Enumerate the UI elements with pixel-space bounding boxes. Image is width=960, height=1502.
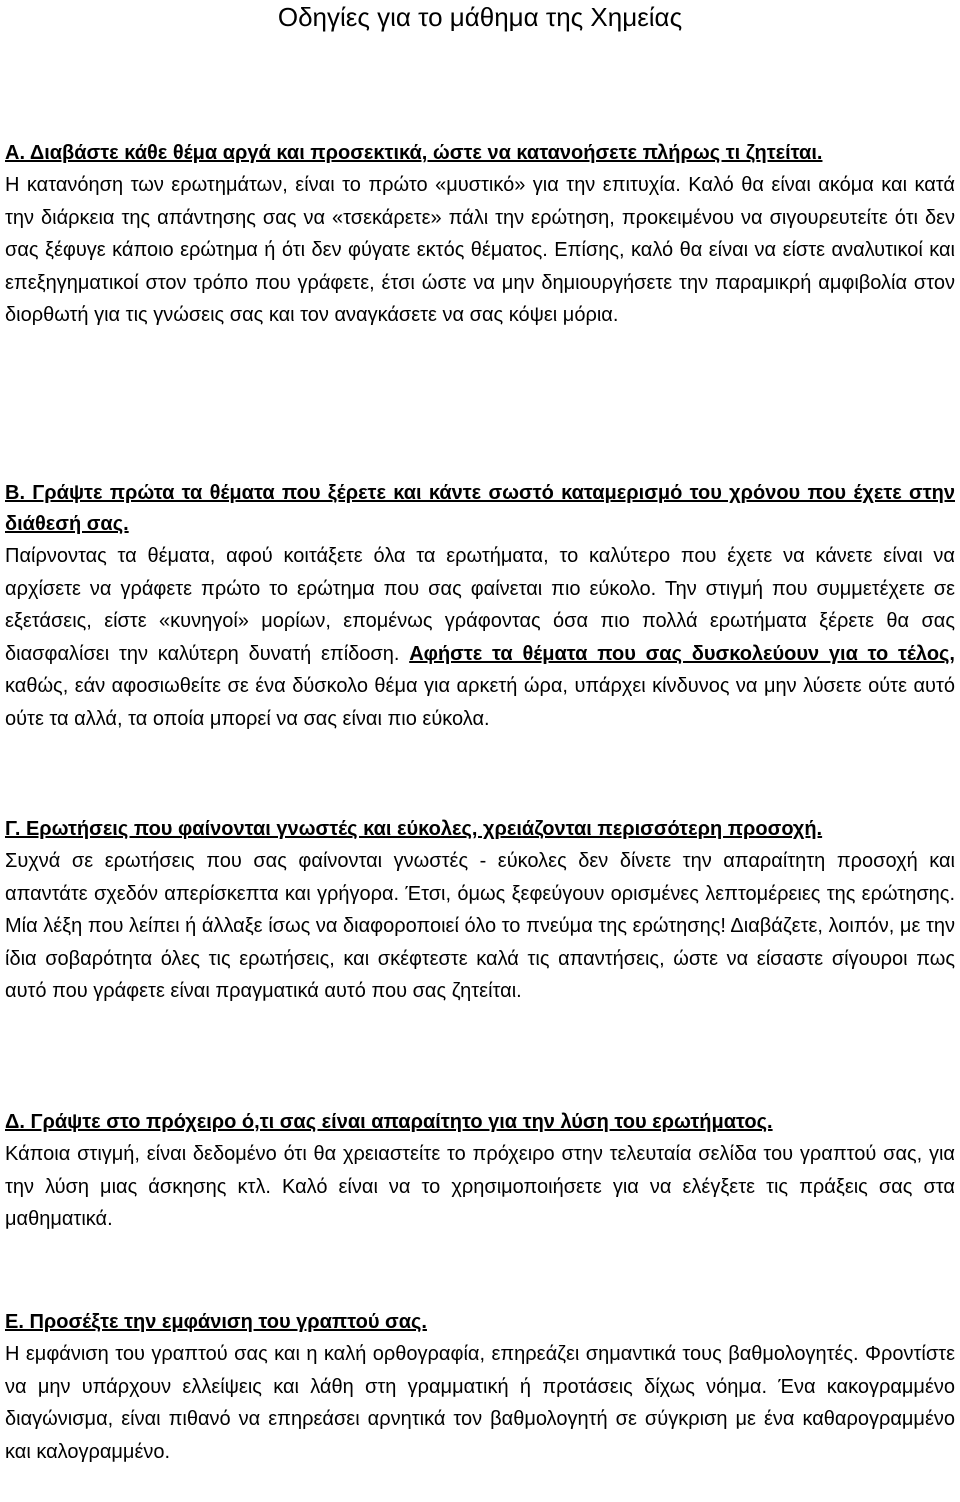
section-d-heading: Δ. Γράψτε στο πρόχειρο ό,τι σας είναι απαραίτητο για την λύση του ερωτήματος.: [5, 1111, 773, 1133]
section-a-heading: Α. Διαβάστε κάθε θέμα αργά και προσεκτικά, ώστε να κατανοήσετε πλήρως τι ζητείται.: [5, 142, 823, 164]
section-b-body-emphasis: Αφήστε τα θέματα που σας δυσκολεύουν για το τέλος,: [409, 642, 955, 665]
section-b-body-part2: καθώς, εάν αφοσιωθείτε σε ένα δύσκολο θέμα για αρκετή ώρα, υπάρχει κίνδυνος να μην λύσετε ούτε αυτό ούτε τα αλλά, τα οποία μπορεί να σας είναι πιο εύκολα.: [5, 675, 955, 730]
section-a: [5, 138, 955, 332]
section-e-body: Η εμφάνιση του γραπτού σας και η καλή ορθογραφία, επηρεάζει σημαντικά τους βαθμολογητές. Φροντίστε να μην υπάρχουν ελλείψεις και λάθη στη γραμματική ή προτάσεις δίχως νόημα. Ένα κακογραμμένο διαγώνισμα, είναι πιθανό να επηρεάσει αρνητικά τον βαθμολογητή σε σύγκριση με ένα καθαρογραμμένο και καλογραμμένο.: [5, 1343, 955, 1463]
section-b: [5, 478, 955, 736]
section-b-body-part1: Παίρνοντας τα θέματα, αφού κοιτάξετε όλα τα ερωτήματα, το καλύτερο που έχετε να κάνετε είναι να αρχίσετε να γράφετε πρώτο το ερώτημα που σας φαίνεται πιο εύκολο. Την στιγμή που συμμετέχετε σε εξετάσεις, είστε «κυνηγοί» μορίων, επομένως γράφοντας όσα πιο πολλά ερωτήματα ξέρετε θα σας διασφαλίσει την καλύτερη δυνατή επίδοση.: [5, 545, 955, 665]
section-d-body: Κάποια στιγμή, είναι δεδομένο ότι θα χρειαστείτε το πρόχειρο στην τελευταία σελίδα του γραπτού σας, για την λύση μιας άσκησης κτλ. Καλό είναι να το χρησιμοποιήσετε για να ελέγξετε τις πράξεις σας στα μαθηματικά.: [5, 1143, 955, 1231]
section-b-heading: Β. Γράψτε πρώτα τα θέματα που ξέρετε και κάντε σωστό καταμερισμό του χρόνου που έχετε στην διάθεσή σας.: [5, 482, 955, 535]
section-b-body: [5, 540, 955, 736]
section-e: [5, 1307, 955, 1468]
section-e-heading: Ε. Προσέξτε την εμφάνιση του γραπτού σας.: [5, 1311, 427, 1333]
section-c-body: Συχνά σε ερωτήσεις που σας φαίνονται γνωστές - εύκολες δεν δίνετε την απαραίτητη προσοχή και απαντάτε σχεδόν απερίσκεπτα και γρήγορα. Έτσι, όμως ξεφεύγουν ορισμένες λεπτομέρειες της ερώτησης. Μία λέξη που λείπει ή άλλαξε ίσως να διαφοροποιεί όλο το πνεύμα της ερώτησης! Διαβάζετε, λοιπόν, με την ίδια σοβαρότητα όλες τις ερωτήσεις, και σκέφτεστε καλά τις απαντήσεις, ώστε να είσαστε σίγουροι πως αυτό που γράφετε είναι πραγματικά αυτό που σας ζητείται.: [5, 850, 955, 1003]
section-a-body: Η κατανόηση των ερωτημάτων, είναι το πρώτο «μυστικό» για την επιτυχία. Καλό θα είναι ακόμα και κατά την διάρκεια της απάντησης σας να «τσεκάρετε» πάλι την ερώτηση, προκειμένου να σιγουρευτείτε ότι δεν σας ξέφυγε κάποιο ερώτημα ή ότι δεν φύγατε εκτός θέματος. Επίσης, καλό θα είναι να είστε αναλυτικοί και επεξηγηματικοί στον τρόπο που γράφετε, έτσι ώστε να μην δημιουργήσετε την παραμικρή αμφιβολία στον διορθωτή για τις γνώσεις σας και τον αναγκάσετε να σας κόψει μόρια.: [5, 174, 955, 327]
section-c-heading: Γ. Ερωτήσεις που φαίνονται γνωστές και εύκολες, χρειάζονται περισσότερη προσοχή.: [5, 818, 823, 840]
document-page: [5, 0, 955, 1463]
section-c: [5, 814, 955, 1008]
section-d: [5, 1107, 955, 1236]
document-title: Οδηγίες για το μάθημα της Χημείας: [277, 2, 683, 32]
